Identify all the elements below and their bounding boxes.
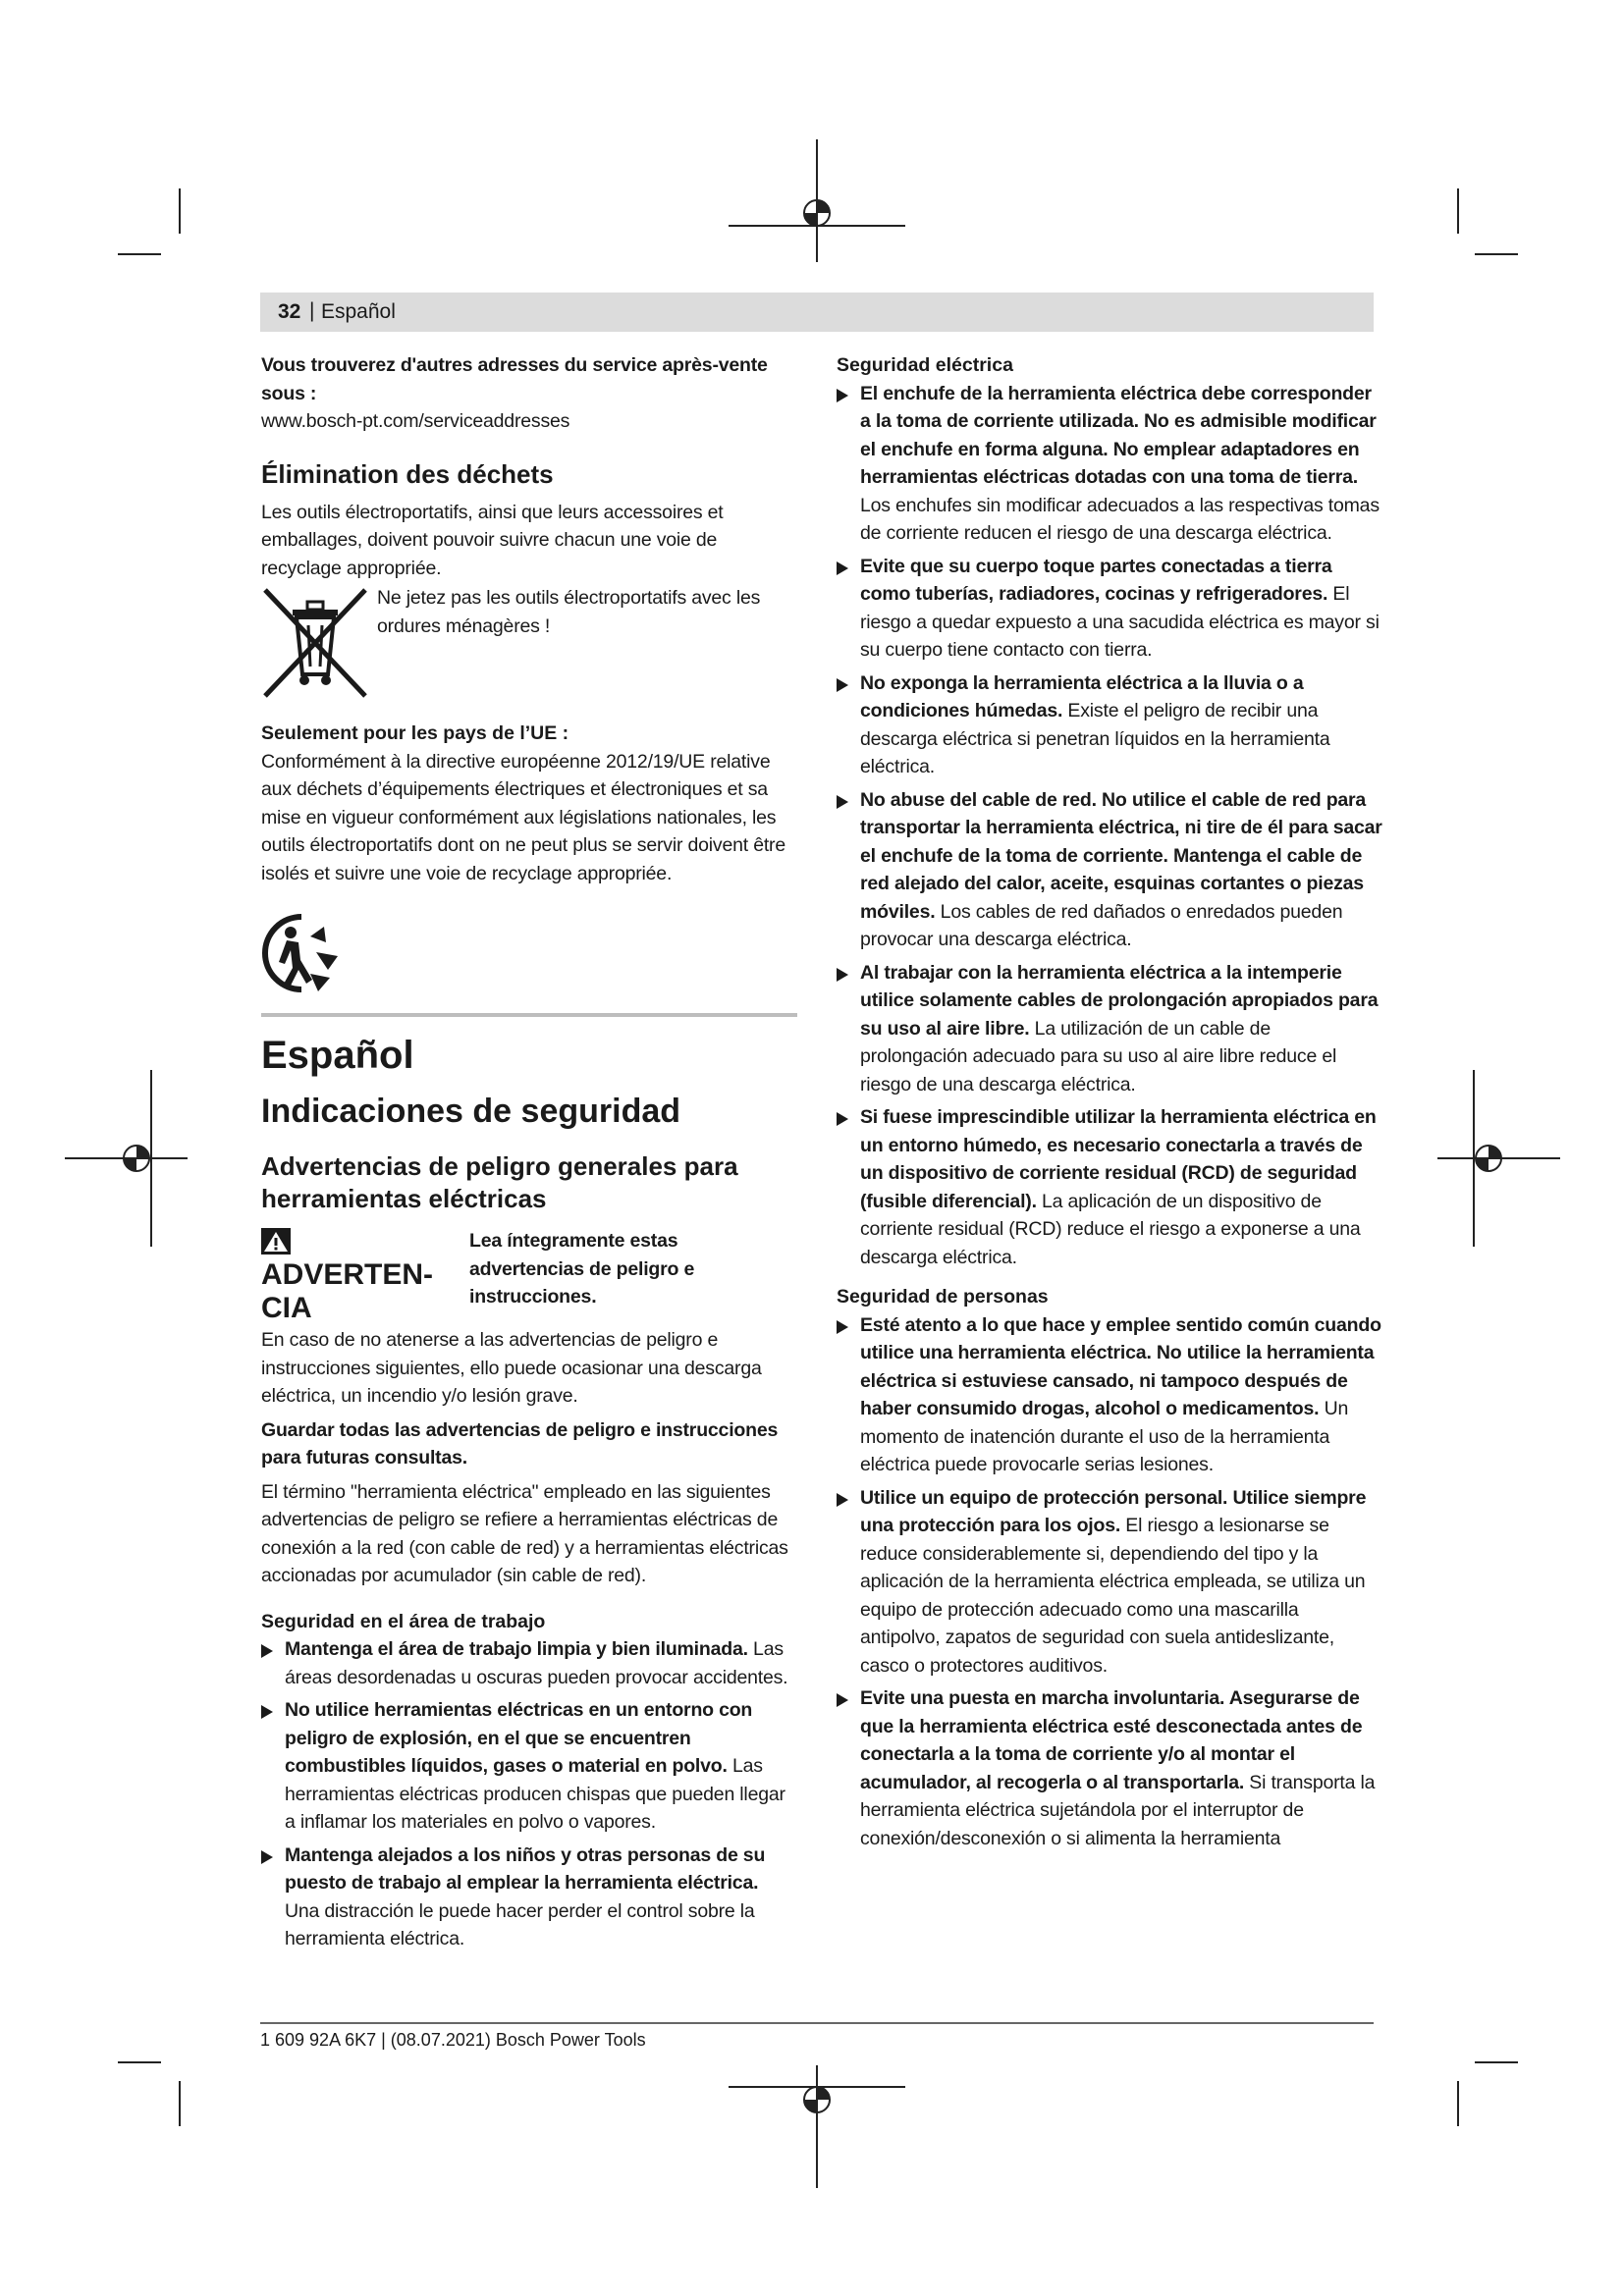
page-header <box>260 293 1374 332</box>
list-item <box>261 1635 797 1691</box>
header-language: Español <box>321 300 396 323</box>
crop-mark <box>179 2081 181 2126</box>
triman-recycling-icon <box>261 913 342 993</box>
page-number: 32 <box>278 300 301 323</box>
bullet-arrow-icon <box>261 1644 273 1658</box>
bullet-arrow-icon <box>837 1320 848 1334</box>
list-item <box>837 1684 1382 1852</box>
warning-bold: Lea íntegramente estas advertencias de peligro e instrucciones. <box>469 1230 695 1308</box>
item-text: Los cables de red dañados o enredados pueden provocar una descarga eléctrica. <box>860 900 1343 950</box>
item-text: Una distracción le puede hacer perder el control sobre la herramienta eléctrica. <box>285 1899 755 1949</box>
item-bold: Esté atento a lo que hace y emplee sentido común cuando utilice una herramienta eléctrica. No utilice la herramienta eléctrica si estuviese cansado, ni tampoco después de haber consumido drogas, alcohol o medicamentos. <box>860 1313 1381 1419</box>
registration-mark-left <box>65 1070 188 1247</box>
item-text: Las áreas desordenadas u oscuras pueden provocar accidentes. <box>285 1638 788 1688</box>
eu-paragraph: Conformément à la directive européenne 2012/19/UE relative aux déchets d’équipements électriques et électroniques et sa mise en vigueur conformément aux législations nationales, les outils électroportatifs dont on ne peut plus se servir doivent être isolés et suivre une voie de recyclage appropriée. <box>261 750 785 884</box>
bullet-arrow-icon <box>837 389 848 402</box>
registration-mark-top <box>729 139 905 262</box>
crop-mark <box>1475 253 1518 255</box>
page-footer: 1 609 92A 6K7 | (08.07.2021) Bosch Power Tools <box>260 2030 646 2050</box>
warning-label <box>261 1225 458 1325</box>
bullet-arrow-icon <box>837 1493 848 1507</box>
safety-heading: Indicaciones de seguridad <box>261 1093 681 1130</box>
item-text: La utilización de un cable de prolongación adecuado para su uso al aire libre reduce el riesgo de una descarga eléctrica. <box>860 1017 1337 1095</box>
crop-mark <box>1457 188 1459 234</box>
item-bold: No exponga la herramienta eléctrica a la lluvia o a condiciones húmedas. <box>860 671 1304 721</box>
bullet-arrow-icon <box>837 795 848 809</box>
service-text: Vous trouverez d'autres adresses du service après-vente sous : <box>261 354 768 404</box>
keep-instructions: Guardar todas las advertencias de peligro e instrucciones para futuras consultas. <box>261 1418 779 1468</box>
item-text: El riesgo a quedar expuesto a una sacudida eléctrica es mayor si su cuerpo tiene contacto con tierra. <box>860 583 1380 661</box>
bullet-arrow-icon <box>837 678 848 692</box>
item-bold: Mantenga el área de trabajo limpia y bien iluminada. <box>285 1638 748 1660</box>
item-text: La aplicación de un dispositivo de corriente residual (RCD) reduce el riesgo a exponerse a una descarga eléctrica. <box>860 1190 1361 1268</box>
item-bold: El enchufe de la herramienta eléctrica debe corresponder a la toma de corriente utilizada. No es admisible modificar el enchufe en forma alguna. No emplear adaptadores en herramientas eléctricas dotadas con una toma de tierra. <box>860 382 1377 488</box>
item-text: Los enchufes sin modificar adecuados a las respectivas tomas de corriente reducen el riesgo de una descarga eléctrica. <box>860 494 1380 544</box>
right-column <box>837 351 1382 1857</box>
bullet-arrow-icon <box>837 968 848 982</box>
list-item <box>837 1311 1382 1479</box>
personal-safety-heading: Seguridad de personas <box>837 1286 1049 1308</box>
item-bold: No utilice herramientas eléctricas en un entorno con peligro de explosión, en el que se encuentren combustibles líquidos, gases o material en polvo. <box>285 1699 753 1777</box>
item-text: Si transporta la herramienta eléctrica sujetándola por el interruptor de conexión/desconexión o si alimenta la herramienta <box>860 1771 1376 1849</box>
item-text: Las herramientas eléctricas producen chispas que pueden llegar a inflamar los materiales en polvo o vapores. <box>285 1755 785 1833</box>
personal-safety-list <box>837 1311 1382 1853</box>
list-item <box>837 1484 1382 1681</box>
general-warnings-heading: Advertencias de peligro generales para herramientas eléctricas <box>261 1151 738 1213</box>
bullet-arrow-icon <box>837 1693 848 1707</box>
registration-mark-bottom <box>729 2065 905 2188</box>
list-item <box>837 959 1382 1099</box>
header-separator: | <box>309 299 315 322</box>
warning-triangle-icon <box>261 1228 291 1255</box>
weee-text: Ne jetez pas les outils électroportatifs avec les ordures ménagères ! <box>377 587 761 637</box>
crop-mark <box>1475 2061 1518 2063</box>
warning-continued: En caso de no atenerse a las advertencias de peligro e instrucciones siguientes, ello puede ocasionar una descarga eléctrica, un incendio y/o lesión grave. <box>261 1329 762 1407</box>
item-bold: No abuse del cable de red. No utilice el cable de red para transportar la herramienta eléctrica, ni tire de él para sacar el enchufe de la toma de corriente. Mantenga el cable de red alejado del calor, aceite, esquinas cortantes o piezas móviles. <box>860 788 1382 923</box>
eu-heading: Seulement pour les pays de l’UE : <box>261 722 569 744</box>
term-definition: El término "herramienta eléctrica" empleado en las siguientes advertencias de peligro se refiere a herramientas eléctricas de conexión a la red (con cable de red) y a herramientas eléctricas accionadas por acumulador (sin cable de red). <box>261 1480 788 1586</box>
list-item <box>837 669 1382 781</box>
work-area-heading: Seguridad en el área de trabajo <box>261 1610 546 1632</box>
section-divider <box>261 1013 797 1017</box>
warning-label-wrap <box>261 1225 458 1325</box>
language-title: Español <box>261 1034 414 1077</box>
item-text: El riesgo a lesionarse se reduce considerablemente si, dependiendo del tipo y la aplicación de la herramienta eléctrica empleada, se utiliza un equipo de protección adecuado como una mascarilla antipolvo, zapatos de seguridad con suela antideslizante, casco o protectores auditivos. <box>860 1515 1366 1677</box>
item-text: Un momento de inatención durante el uso de la herramienta eléctrica puede provocarle serias lesiones. <box>860 1398 1349 1475</box>
list-item <box>837 553 1382 665</box>
crossed-bin-icon <box>261 584 369 702</box>
elimination-heading: Élimination des déchets <box>261 458 554 489</box>
crop-mark <box>179 188 181 234</box>
work-area-list <box>261 1635 797 1953</box>
crop-mark <box>118 253 161 255</box>
list-item <box>837 786 1382 954</box>
warning-block <box>261 1225 797 1328</box>
list-item <box>837 380 1382 548</box>
crop-mark <box>118 2061 161 2063</box>
service-url: www.bosch-pt.com/serviceaddresses <box>261 410 570 432</box>
registration-mark-right <box>1437 1070 1560 1247</box>
bullet-arrow-icon <box>837 1112 848 1126</box>
item-bold: Al trabajar con la herramienta eléctrica a la intemperie utilice solamente cables de prolongación apropiados para su uso al aire libre. <box>860 961 1379 1040</box>
bullet-arrow-icon <box>261 1705 273 1719</box>
list-item <box>261 1696 797 1837</box>
item-bold: Utilice un equipo de protección personal. Utilice siempre una protección para los ojos. <box>860 1486 1367 1536</box>
item-text: Existe el peligro de recibir una descarga eléctrica si penetran líquidos en la herramienta eléctrica. <box>860 700 1330 777</box>
list-item <box>261 1842 797 1953</box>
item-bold: Evite una puesta en marcha involuntaria. Asegurarse de que la herramienta eléctrica esté desconectada antes de conectarla a la toma de corriente y/o al montar el acumulador, al recogerla o al transportarla. <box>860 1687 1363 1793</box>
footer-rule <box>260 2022 1374 2024</box>
bullet-arrow-icon <box>261 1850 273 1864</box>
warning-intro <box>469 1227 797 1311</box>
elimination-paragraph: Les outils électroportatifs, ainsi que leurs accessoires et emballages, doivent pouvoir suivre chacun une voie de recyclage appropriée. <box>261 501 724 579</box>
item-bold: Evite que su cuerpo toque partes conectadas a tierra como tuberías, radiadores, cocinas y refrigeradores. <box>860 555 1332 605</box>
weee-block <box>261 584 797 702</box>
warning-label-text: ADVERTEN-CIA <box>261 1258 434 1324</box>
crop-mark <box>1457 2081 1459 2126</box>
list-item <box>837 1103 1382 1271</box>
electrical-safety-list <box>837 380 1382 1272</box>
item-bold: Mantenga alejados a los niños y otras personas de su puesto de trabajo al emplear la herramienta eléctrica. <box>285 1843 766 1894</box>
electrical-safety-heading: Seguridad eléctrica <box>837 354 1013 376</box>
left-column <box>261 351 797 1958</box>
bullet-arrow-icon <box>837 561 848 575</box>
item-bold: Si fuese imprescindible utilizar la herramienta eléctrica en un entorno húmedo, es necesario conectarla a través de un dispositivo de corriente residual (RCD) de seguridad (fusible diferencial). <box>860 1106 1377 1212</box>
